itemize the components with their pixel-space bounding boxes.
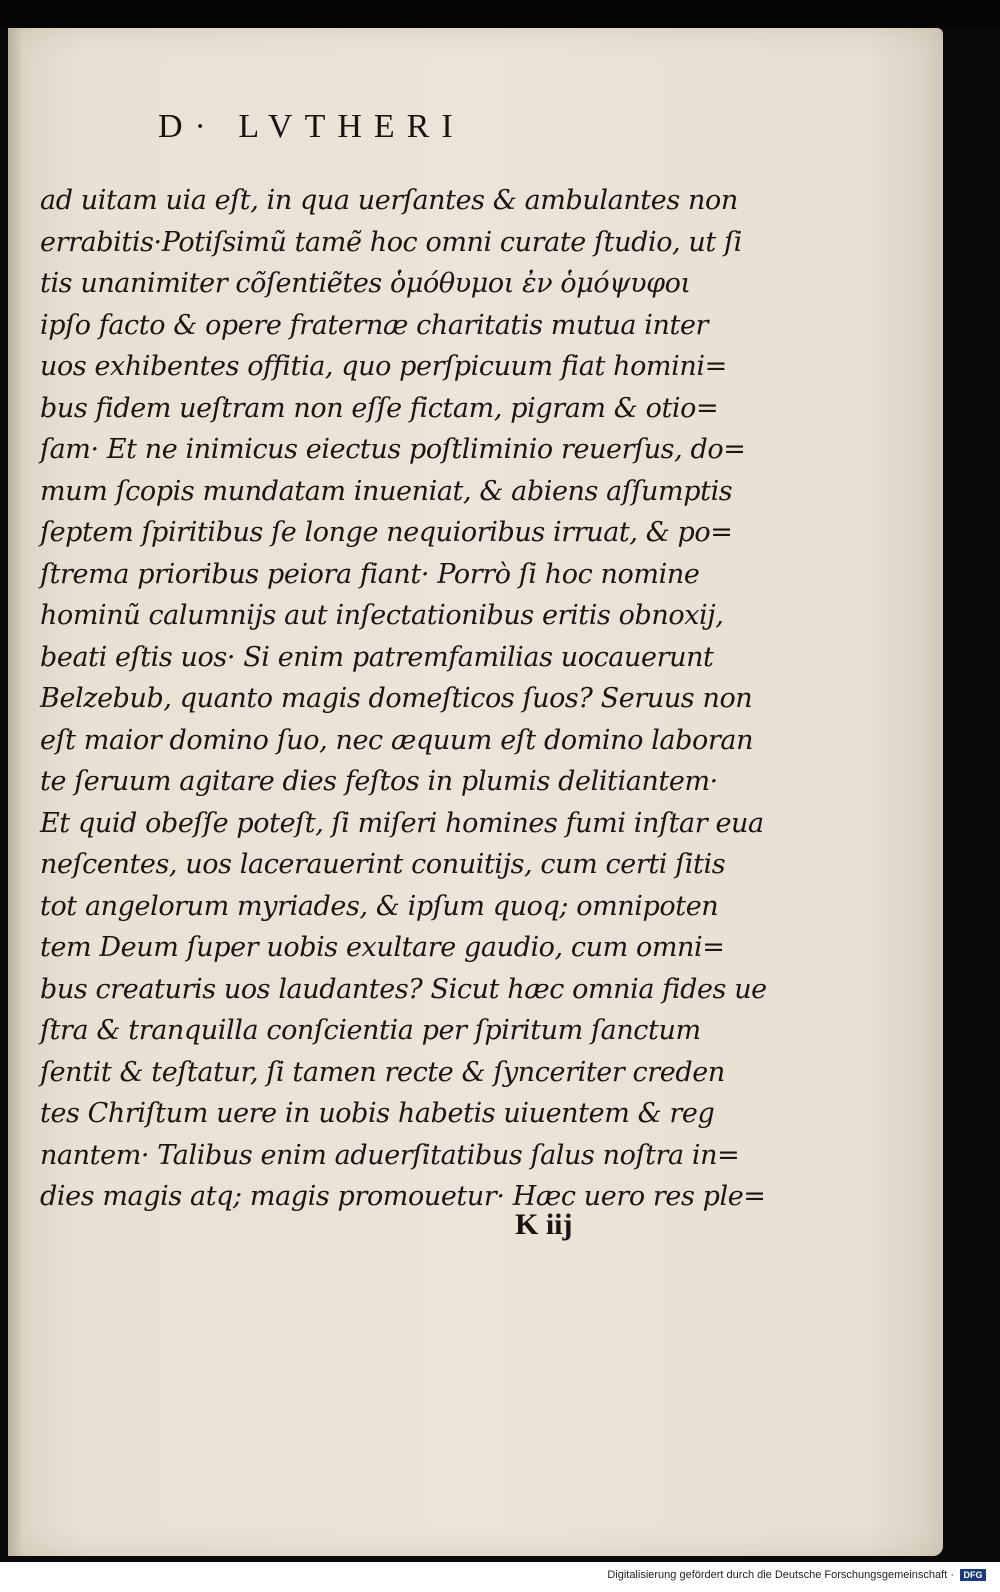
page-gutter-shadow [8,28,22,1556]
text-line: beati eſtis uos· Si enim patremfamilias uocauerunt [40,641,714,673]
text-line: uos exhibentes offitia, quo perſpicuum fiat homini= [40,351,727,382]
text-line: dies magis atq; magis promouetur· Hæc uero res ple= [40,1181,766,1212]
text-line: ſam· Et ne inimicus eiectus poſtliminio reuerſus, do= [40,434,746,465]
text-line: ipſo facto & opere fraternæ charitatis mutua inter [40,309,709,341]
dfg-logo: DFG [960,1569,986,1581]
text-line: ad uitam uia eſt, in qua uerſantes & ambulantes non [40,185,738,216]
text-line: neſcentes, uos lacerauerint conuitijs, cum certi ſitis [40,849,726,880]
footer-bar [0,1562,1000,1592]
body-text [40,180,767,1218]
text-line: tot angelorum myriades, & ipſum quoq; omnipoten [40,890,719,922]
text-line: ſentit & teſtatur, ſi tamen recte & ſynceriter creden [40,1056,725,1088]
text-line: ſeptem ſpiritibus ſe longe nequioribus irruat, & po= [40,517,733,548]
text-line: bus creaturis uos laudantes? Sicut hæc omnia fides ue [40,973,767,1005]
text-line: tes Chriſtum uere in uobis habetis uiuentem & reg [40,1098,715,1129]
scan-top-border [0,0,1000,28]
text-line: tis unanimiter cõſentiẽtes ὁμόθυμοι ἐν ὁμόψυφοι [40,268,691,299]
text-line: ſtra & tranquilla conſcientia per ſpiritum ſanctum [40,1015,701,1046]
text-line: tem Deum ſuper uobis exultare gaudio, cum omni= [40,932,725,963]
running-head: D· LVTHERI [158,108,465,145]
text-line: te ſeruum agitare dies feſtos in plumis delitiantem· [40,766,718,797]
text-line: nantem· Talibus enim aduerſitatibus ſalus noſtra in= [40,1139,740,1171]
text-line: Et quid obeſſe poteſt, ſi miſeri homines fumi inſtar eua [40,807,764,839]
text-line: ſtrema prioribus peiora fiant· Porrò ſi hoc nomine [40,558,700,590]
text-line: mum ſcopis mundatam inueniat, & abiens aſſumptis [40,475,733,507]
text-line: hominũ calumnijs aut inſectationibus eritis obnoxij, [40,600,724,631]
funding-credit: Digitalisierung gefördert durch die Deutsche Forschungsgemeinschaft · [607,1569,954,1581]
text-line: eſt maior domino ſuo, nec æquum eſt domino laboran [40,724,754,756]
text-line: Belzebub, quanto magis domeſticos ſuos? Seruus non [40,683,753,714]
signature-mark: K iij [515,1208,573,1241]
text-line: errabitis·Potiſsimũ tamẽ hoc omni curate ſtudio, ut ſi [40,226,742,258]
text-line: bus fidem ueſtram non eſſe fictam, pigram & otio= [40,392,719,424]
